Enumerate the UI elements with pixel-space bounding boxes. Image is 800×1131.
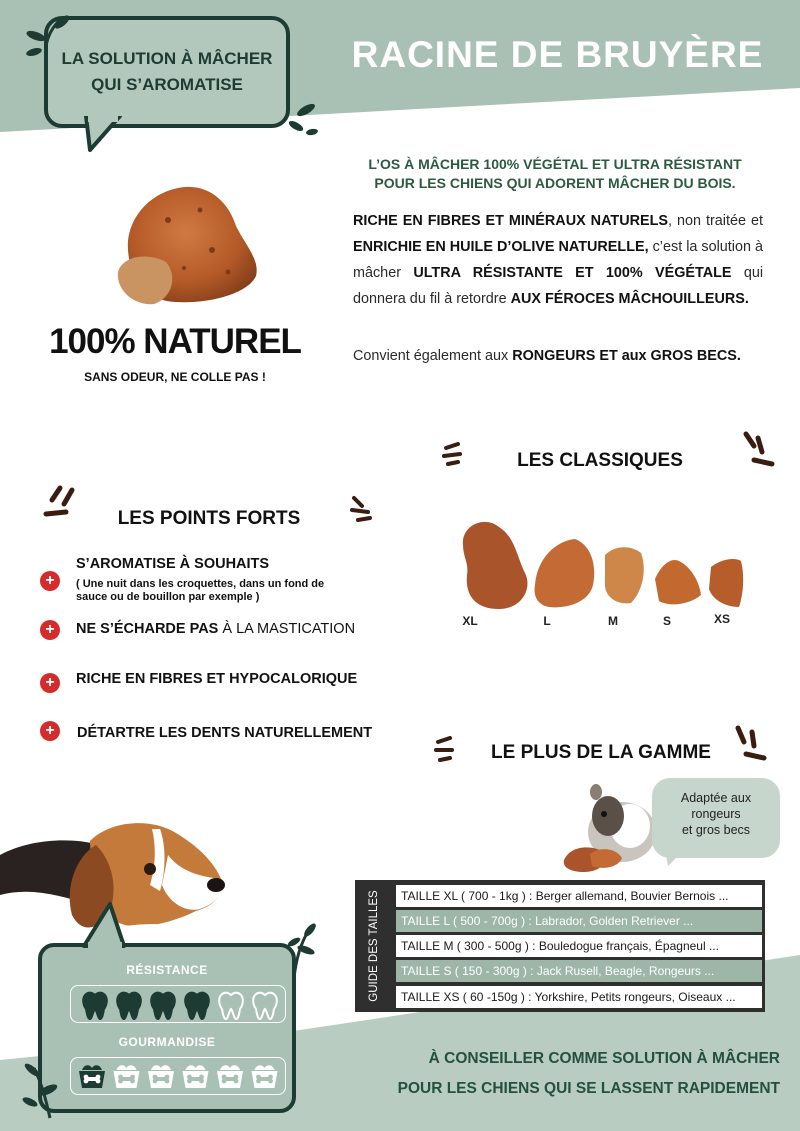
point-3-title: RICHE EN FIBRES ET HYPOCALORIQUE <box>76 671 358 687</box>
food-bowl-filled-icon <box>79 1065 105 1088</box>
sprout-decoration-icon <box>22 12 70 62</box>
intro-headline-line-1: L’OS À MÂCHER 100% VÉGÉTAL ET ULTRA RÉSISTANT <box>368 156 742 172</box>
classics-title: LES CLASSIQUES <box>517 450 683 471</box>
sparkle-decoration-icon <box>730 724 770 764</box>
range-title: LE PLUS DE LA GAMME <box>491 742 711 763</box>
sparkle-decoration-icon <box>42 484 76 524</box>
size-guide-row-xs: TAILLE XS ( 60 -150g ) : Yorkshire, Petits rongeurs, Oiseaux ... <box>396 986 762 1008</box>
intro-paragraph-1: RICHE EN FIBRES ET MINÉRAUX NATURELS, non traitée et ENRICHIE EN HUILE D’OLIVE NATURELLE, c’est la solution à mâcher ULTRA RÉSISTANTE ET 100% VÉGÉTALE qui donnera du fil à retordre AUX FÉROCES MÂCHOUILLEURS. <box>353 213 764 307</box>
size-pieces-image <box>455 515 755 615</box>
sparkle-decoration-icon <box>740 430 776 470</box>
resistance-rating <box>70 985 286 1023</box>
heather-root-image <box>108 180 268 310</box>
plus-icon: + <box>40 571 60 591</box>
point-1-title: S’AROMATISE À SOUHAITS <box>76 556 270 572</box>
size-guide-row-xl: TAILLE XL ( 700 - 1kg ) : Berger allemand, Bouvier Bernois ... <box>396 885 762 907</box>
food-bowl-empty-icon <box>148 1065 174 1088</box>
size-guide-label: GUIDE DES TAILLES <box>368 890 380 1002</box>
plus-icon: + <box>40 673 60 693</box>
sparkle-decoration-icon <box>348 494 376 524</box>
food-bowl-empty-icon <box>114 1065 140 1088</box>
tooth-filled-icon <box>83 993 107 1019</box>
point-2-title: NE S’ÉCHARDE PAS À LA MASTICATION <box>76 621 356 637</box>
bubble-line-1: LA SOLUTION À MÂCHER <box>61 49 273 68</box>
natural-subtitle: SANS ODEUR, NE COLLE PAS ! <box>84 370 266 384</box>
tooth-filled-icon <box>117 993 141 1019</box>
size-guide-row-l: TAILLE L ( 500 - 700g ) : Labrador, Golden Retriever ... <box>396 910 762 932</box>
gourmandise-label: GOURMANDISE <box>118 1035 216 1049</box>
plus-icon: + <box>40 620 60 640</box>
size-guide-row-s: TAILLE S ( 150 - 300g ) : Jack Rusell, Beagle, Rongeurs ... <box>396 960 762 982</box>
sparkle-decoration-icon <box>442 442 468 468</box>
size-label-xl: XL <box>462 614 478 628</box>
point-1-note: ( Une nuit dans les croquettes, dans un fond de sauce ou de bouillon par exemple ) <box>76 578 325 603</box>
size-guide-row-m: TAILLE M ( 300 - 500g ) : Bouledogue français, Épagneul ... <box>396 935 762 957</box>
tooth-empty-icon <box>219 993 243 1019</box>
sprout-decoration-icon <box>20 1060 66 1120</box>
sprout-decoration-icon <box>284 100 322 140</box>
footer-line-1: À CONSEILLER COMME SOLUTION À MÂCHER <box>428 1050 780 1067</box>
intro-paragraph-2: Convient également aux RONGEURS ET aux GROS BECS. <box>353 348 741 364</box>
bubble-tail <box>80 116 130 152</box>
headline-speech-bubble <box>44 16 290 128</box>
intro-headline-line-2: POUR LES CHIENS QUI ADORENT MÂCHER DU BOIS. <box>374 175 736 191</box>
food-bowl-empty-icon <box>252 1065 278 1088</box>
tooth-empty-icon <box>253 993 277 1019</box>
guinea-pig-image <box>560 780 660 875</box>
size-label-l: L <box>543 614 551 628</box>
resistance-label: RÉSISTANCE <box>126 963 208 977</box>
rating-card <box>38 943 296 1113</box>
bubble-line-2: QUI S’AROMATISE <box>91 75 243 94</box>
natural-title: 100% NATUREL <box>49 322 301 361</box>
footer-line-2: POUR LES CHIENS QUI SE LASSENT RAPIDEMENT <box>397 1080 780 1097</box>
rodents-bubble-text: Adaptée aux rongeurs et gros becs <box>680 791 752 837</box>
tooth-filled-icon <box>185 993 209 1019</box>
sprout-decoration-icon <box>284 920 318 980</box>
page-title: RACINE DE BRUYÈRE <box>351 34 764 75</box>
intro-headline <box>335 155 775 193</box>
bubble-tail <box>664 844 694 868</box>
size-label-s: S <box>662 614 671 628</box>
size-label-xs: XS <box>713 612 730 626</box>
bubble-tail <box>80 900 128 948</box>
size-label-m: M <box>608 614 618 628</box>
food-bowl-empty-icon <box>183 1065 209 1088</box>
gourmandise-rating <box>70 1057 286 1095</box>
points-title: LES POINTS FORTS <box>117 508 301 529</box>
tooth-filled-icon <box>151 993 175 1019</box>
plus-icon: + <box>40 721 60 741</box>
point-4-title: DÉTARTRE LES DENTS NATURELLEMENT <box>77 725 373 741</box>
food-bowl-empty-icon <box>217 1065 243 1088</box>
sparkle-decoration-icon <box>432 736 460 764</box>
